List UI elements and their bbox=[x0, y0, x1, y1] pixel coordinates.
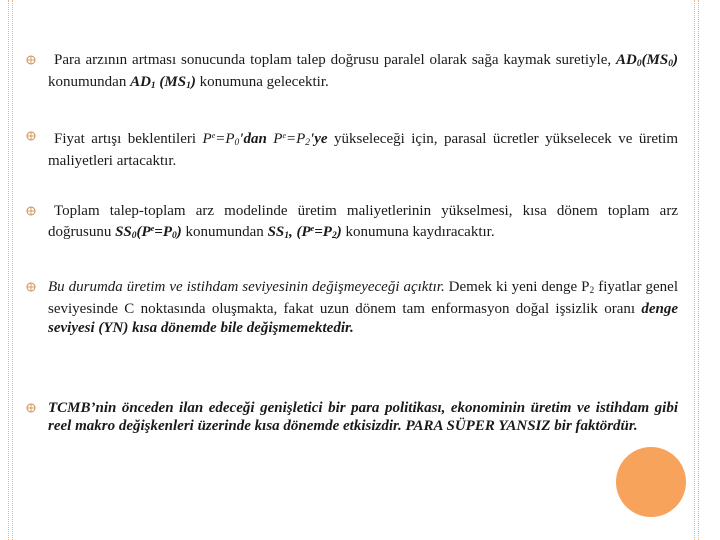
orange-circle-decoration bbox=[616, 447, 686, 517]
circle-cross-bullet-icon bbox=[26, 55, 36, 65]
bullet-4-text-c: denge seviyesi (YN) kısa dönemde bile değişmemektedir. bbox=[48, 301, 678, 336]
circle-cross-bullet-icon bbox=[26, 282, 36, 292]
bullet-3-text-b: konumundan bbox=[181, 224, 268, 241]
pe-p2-label: $P^e=P_2$ bbox=[273, 131, 311, 148]
bullet-item-1 bbox=[26, 51, 678, 96]
bullet-5-text: TCMB’nin önceden ilan edeceği genişletici bir para politikası, ekonominin üretim ve istihdam gibi reel makro değişkenleri üzerinde kısa dönemde etkisizdir. PARA SÜPER YANSIZ bir faktördür. bbox=[48, 400, 678, 435]
bullet-item-2 bbox=[26, 127, 678, 171]
ss0-label: $SS_0(P^e=P_0)$ bbox=[115, 224, 182, 242]
bullet-2-text-a: Fiyat artışı beklentileri bbox=[54, 131, 203, 147]
ad0-label: $AD_0(MS_0)$ bbox=[615, 52, 678, 69]
left-frame-line bbox=[8, 0, 9, 540]
right-frame-line-inner bbox=[694, 0, 695, 540]
circle-cross-bullet-icon bbox=[26, 206, 36, 216]
bullet-2-ye: 'ye bbox=[310, 131, 328, 147]
circle-cross-bullet-icon bbox=[26, 403, 36, 413]
circle-cross-bullet-icon bbox=[26, 131, 36, 141]
bullet-3-text-a: Toplam talep-toplam arz modelinde üretim maliyetlerinin yükselmesi, kısa dönem toplam arz doğrusunu bbox=[48, 203, 678, 241]
bullet-4-text-b: Demek ki yeni denge $P_2$ fiyatlar genel seviyesinde C noktasında oluşmakta, fakat uzun dönem tam enformasyon doğal işsizlik oranı bbox=[48, 279, 678, 318]
bullet-item-5 bbox=[26, 399, 678, 436]
bullet-item-4 bbox=[26, 278, 678, 337]
bullet-3-text-c: konumuna kaydıracaktır. bbox=[341, 224, 495, 241]
right-frame-line bbox=[698, 0, 699, 540]
pe-p0-label: $P^e=P_0$ bbox=[202, 131, 240, 148]
ad1-label: $AD_1$ $(MS_1)$ bbox=[130, 74, 196, 92]
left-frame-line-inner bbox=[12, 0, 13, 540]
bullet-4-text-a: Bu durumda üretim ve istihdam seviyesinin değişmeyeceği açıktır. bbox=[48, 279, 445, 295]
bullet-2-dan: 'dan bbox=[239, 131, 274, 147]
ss1-label: $SS_1$, $(P^e=P_2)$ bbox=[267, 224, 342, 242]
bullet-1-text-a: Para arzının artması sonucunda toplam talep doğrusu paralel olarak sağa kaymak suretiyle, bbox=[54, 52, 616, 68]
bullet-1-text-b: konumundan bbox=[48, 74, 131, 91]
bullet-1-text-c: konumuna gelecektir. bbox=[195, 74, 329, 91]
bullet-2-text-b: yükseleceği için, parasal ücretler yükselecek ve üretim maliyetleri artacaktır. bbox=[48, 131, 678, 170]
bullet-item-3 bbox=[26, 202, 678, 246]
